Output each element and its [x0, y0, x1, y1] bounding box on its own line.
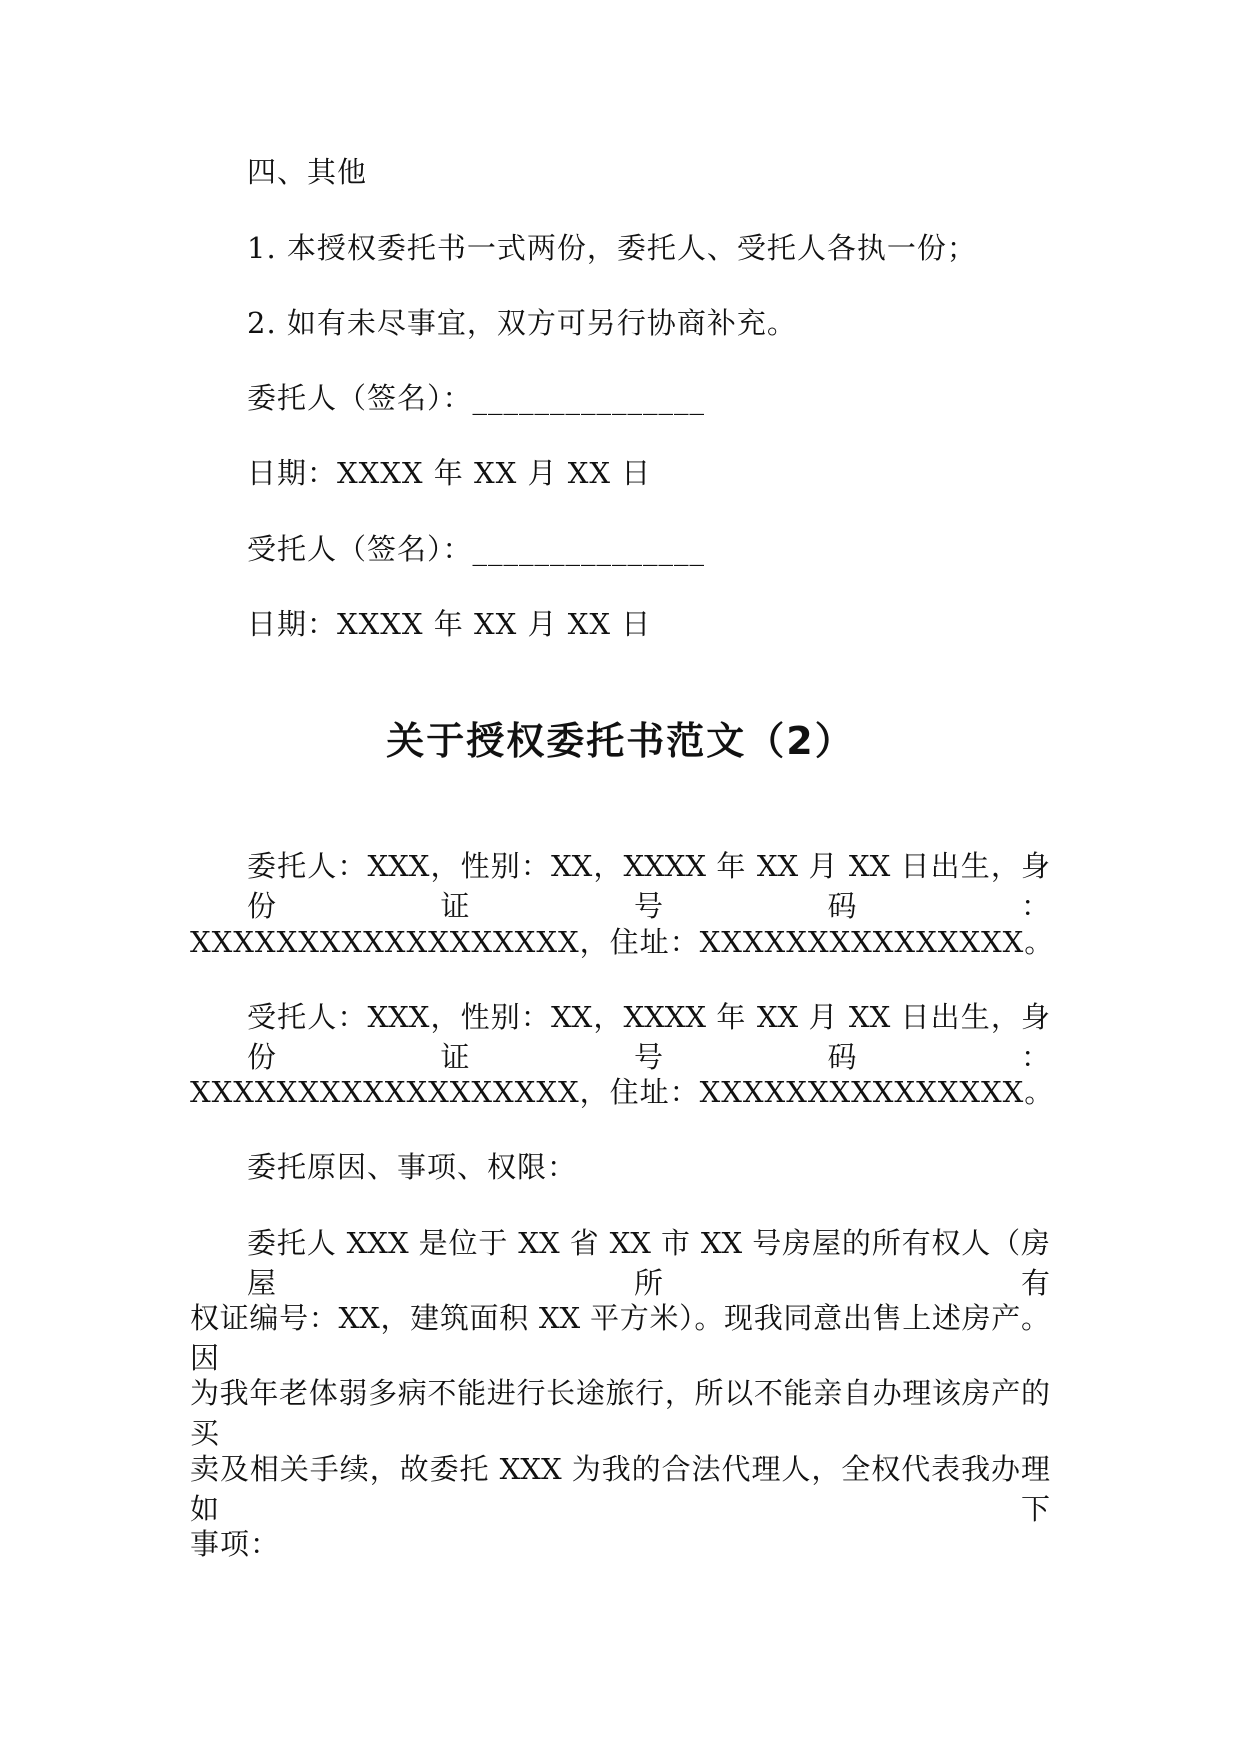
- body-paragraph-line-2: 权证编号：XX，建筑面积 XX 平方米）。现我同意出售上述房产。因: [190, 1301, 1050, 1375]
- clause-item-2: 2. 如有未尽事宜，双方可另行协商补充。: [247, 306, 797, 340]
- reason-heading: 委托原因、事项、权限：: [247, 1150, 578, 1184]
- agent-info-line-1: 受托人：XXX，性别：XX，XXXX 年 XX 月 XX 日出生，身份证号码：: [247, 1000, 1050, 1074]
- principal-info-line-2: XXXXXXXXXXXXXXXXXX，住址：XXXXXXXXXXXXXXX。: [190, 925, 1055, 959]
- clause-item-1: 1. 本授权委托书一式两份，委托人、受托人各执一份；: [247, 231, 977, 265]
- document-title: 关于授权委托书范文（2）: [386, 719, 855, 763]
- agent-date-line: 日期：XXXX 年 XX 月 XX 日: [247, 607, 652, 641]
- body-paragraph-line-3: 为我年老体弱多病不能进行长途旅行，所以不能亲自办理该房产的买: [190, 1376, 1050, 1450]
- body-paragraph-line-4: 卖及相关手续，故委托 XXX 为我的合法代理人，全权代表我办理如下: [190, 1452, 1050, 1526]
- agent-info-line-2: XXXXXXXXXXXXXXXXXX，住址：XXXXXXXXXXXXXXX。: [190, 1075, 1055, 1109]
- agent-signature-line: 受托人（签名）：_______________: [247, 532, 706, 566]
- principal-signature-line: 委托人（签名）：_______________: [247, 381, 706, 415]
- principal-info-line-1: 委托人：XXX，性别：XX，XXXX 年 XX 月 XX 日出生，身份证号码：: [247, 849, 1050, 923]
- body-paragraph-line-5: 事项：: [190, 1527, 281, 1561]
- section-heading-other: 四、其他: [247, 155, 368, 189]
- body-paragraph-line-1: 委托人 XXX 是位于 XX 省 XX 市 XX 号房屋的所有权人（房屋所有: [247, 1226, 1050, 1300]
- principal-date-line: 日期：XXXX 年 XX 月 XX 日: [247, 456, 652, 490]
